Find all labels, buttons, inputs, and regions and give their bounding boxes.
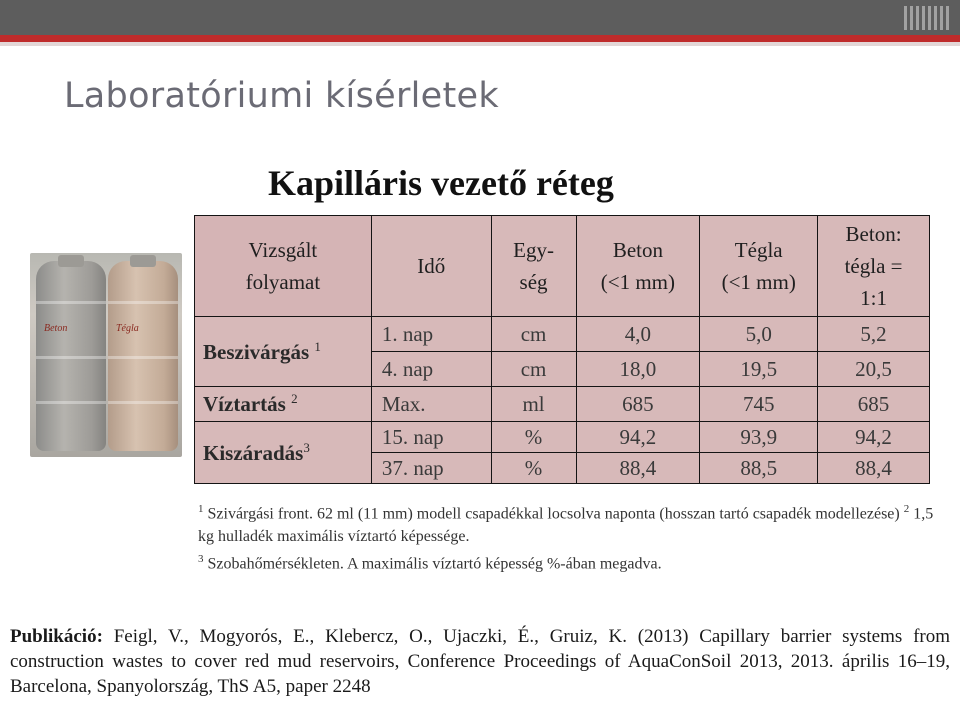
cell-tegla: 19,5 bbox=[700, 352, 818, 387]
results-table bbox=[194, 215, 930, 484]
footnote-1-2: $^1$ Szivárgási front. 62 ml (11 mm) modell csapadékkal locsolva naponta (hosszan tartó csapadék modellezése) $^2$ 1,5 kg hulladék maximális víztartó képessége. bbox=[198, 503, 934, 546]
table-title: Kapilláris vezető réteg bbox=[268, 163, 614, 203]
header-accent-stripe bbox=[0, 35, 960, 42]
bottle-label-tegla: Tégla bbox=[116, 323, 139, 334]
param-infiltration: Beszivárgás $^1$ bbox=[195, 317, 372, 387]
param-retention: Víztartás $^2$ bbox=[195, 387, 372, 422]
table-row bbox=[195, 317, 930, 352]
cell-tegla: 745 bbox=[700, 387, 818, 422]
publication-text: Feigl, V., Mogyorós, E., Klebercz, O., Ujaczki, É., Gruiz, K. (2013) Capillary barrier systems from construction wastes to cover red mud reservoirs, Conference Proceedings of AquaConSoil 2013, 2013. április 16–19, Barcelona, Spanyolország, ThS A5, paper 2248 bbox=[10, 626, 951, 697]
footnotes bbox=[198, 498, 938, 576]
cell-mix: 88,4 bbox=[818, 453, 930, 484]
header-process: Vizsgált folyamat bbox=[195, 216, 372, 317]
cell-unit: % bbox=[491, 422, 576, 453]
table-header-row bbox=[195, 216, 930, 317]
bottle-label-beton: Beton bbox=[44, 323, 68, 334]
cell-mix: 20,5 bbox=[818, 352, 930, 387]
publication-reference bbox=[10, 624, 950, 699]
bottles-photo bbox=[30, 253, 182, 457]
header-time: Idő bbox=[371, 216, 491, 317]
cell-tegla: 88,5 bbox=[700, 453, 818, 484]
cell-time: 1. nap bbox=[371, 317, 491, 352]
cell-time: 15. nap bbox=[371, 422, 491, 453]
table-row bbox=[195, 387, 930, 422]
cell-tegla: 5,0 bbox=[700, 317, 818, 352]
cell-mix: 685 bbox=[818, 387, 930, 422]
cell-time: Max. bbox=[371, 387, 491, 422]
cell-beton: 685 bbox=[576, 387, 700, 422]
table-row bbox=[195, 422, 930, 453]
header-band bbox=[0, 0, 960, 35]
cell-unit: % bbox=[491, 453, 576, 484]
cell-beton: 18,0 bbox=[576, 352, 700, 387]
cell-unit: ml bbox=[491, 387, 576, 422]
header-mix: Beton: tégla = 1:1 bbox=[818, 216, 930, 317]
cell-mix: 94,2 bbox=[818, 422, 930, 453]
header-light-stripe bbox=[0, 42, 960, 46]
concrete-bottle bbox=[36, 261, 106, 451]
publication-label: Publikáció: bbox=[10, 626, 103, 647]
cell-mix: 5,2 bbox=[818, 317, 930, 352]
footnote-3: $^3$ Szobahőmérsékleten. A maximális víztartó képesség %-ában megadva. bbox=[198, 553, 662, 573]
cell-beton: 88,4 bbox=[576, 453, 700, 484]
cell-time: 4. nap bbox=[371, 352, 491, 387]
cell-unit: cm bbox=[491, 352, 576, 387]
slide-title: Laboratóriumi kísérletek bbox=[64, 76, 499, 116]
header-decoration bbox=[904, 6, 952, 30]
header-tegla: Tégla (<1 mm) bbox=[700, 216, 818, 317]
header-unit: Egy- ség bbox=[491, 216, 576, 317]
brick-bottle bbox=[108, 261, 178, 451]
cell-unit: cm bbox=[491, 317, 576, 352]
header-beton: Beton (<1 mm) bbox=[576, 216, 700, 317]
cell-time: 37. nap bbox=[371, 453, 491, 484]
cell-beton: 4,0 bbox=[576, 317, 700, 352]
cell-tegla: 93,9 bbox=[700, 422, 818, 453]
param-drying: Kiszáradás$^3$ bbox=[195, 422, 372, 484]
cell-beton: 94,2 bbox=[576, 422, 700, 453]
